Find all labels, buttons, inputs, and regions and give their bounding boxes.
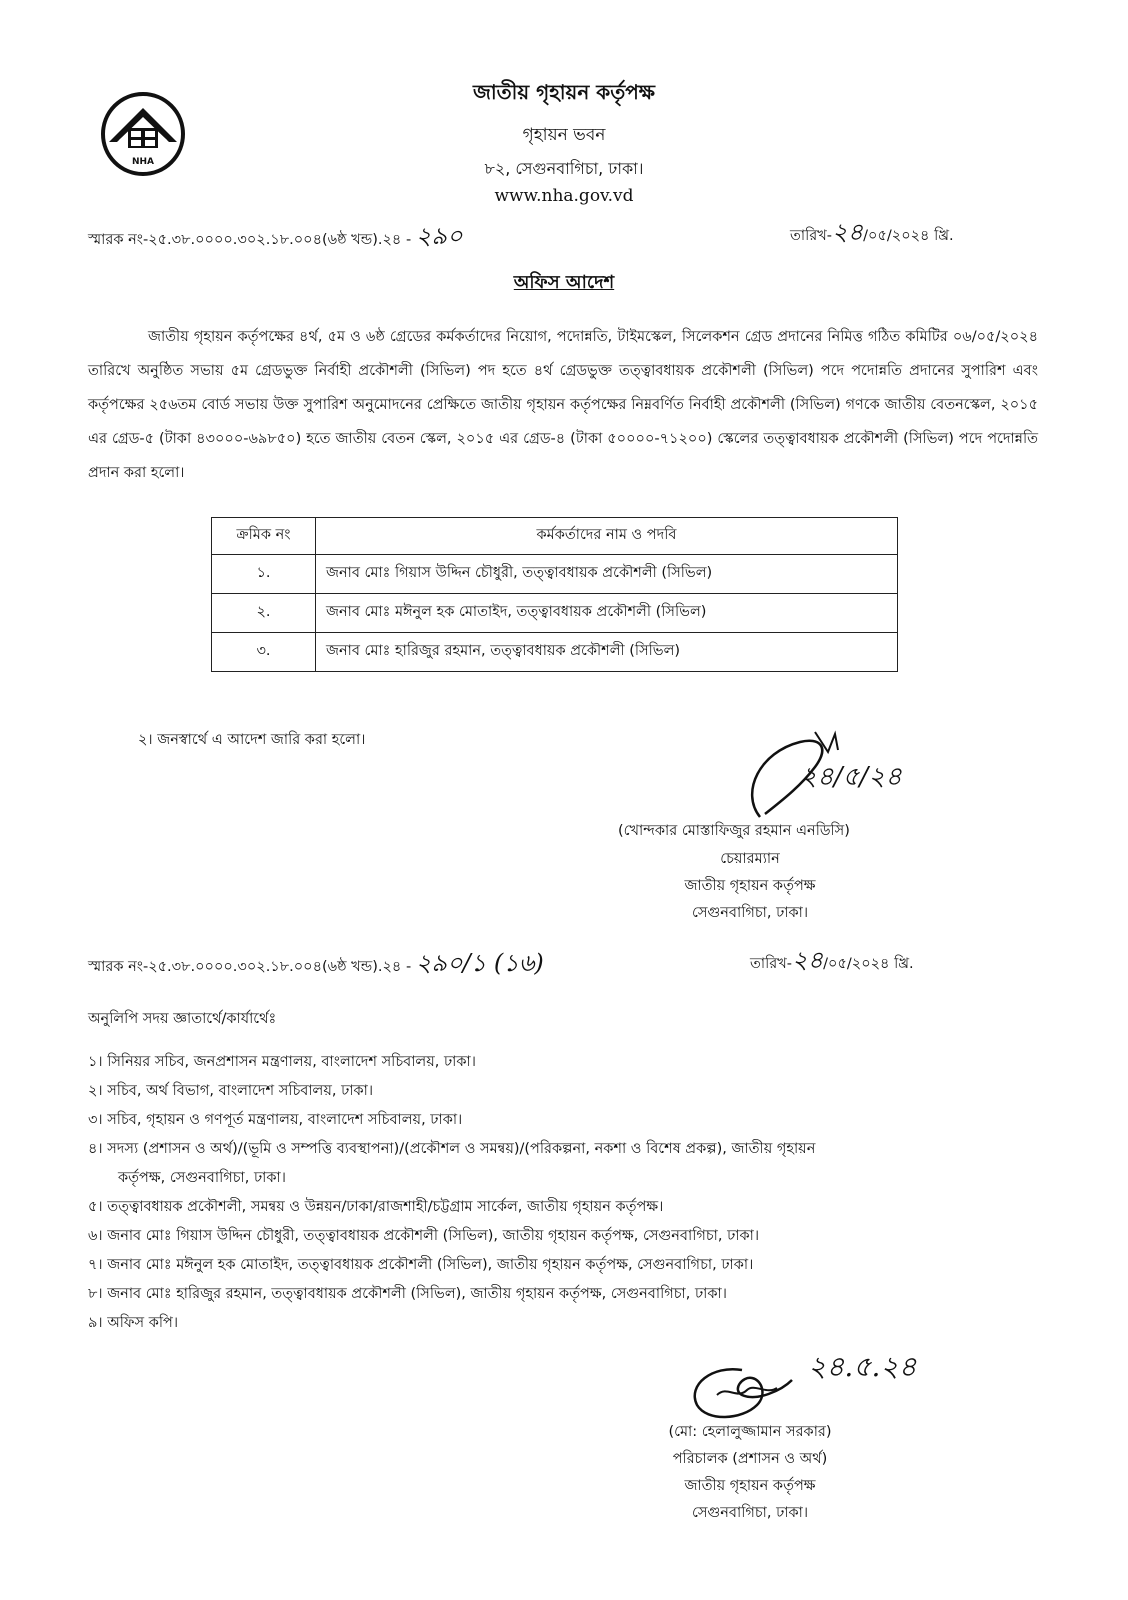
director-name: (মো: হেলালুজ্জামান সরকার) [668,1424,832,1440]
memo2-date-rest: /০৫/২০২৪ খ্রি. [823,956,914,972]
list-item: ১। সিনিয়র সচিব, জনপ্রশাসন মন্ত্রণালয়, বাংলাদেশ সচিবালয়, ঢাকা। [88,1054,476,1070]
list-item: ৪। সদস্য (প্রশাসন ও অর্থ)/(ভূমি ও সম্পত্তি ব্যবস্থাপনা)/(প্রকৌশল ও সমন্বয়)/(পরিকল্পনা, নকশা ও বিশেষ প্রকল্প), জাতীয় গৃহায়ন [88,1141,816,1157]
memo-date-rest: /০৫/২০২৪ খ্রি. [863,228,954,244]
page-title: অফিস আদেশ [513,272,615,293]
memo-date-label: তারিখ- [790,228,832,244]
table-row [212,594,898,633]
row-name: জনাব মোঃ মঈনুল হক মোতাইদ, তত্ত্বাবধায়ক প্রকৌশলী (সিভিল) [316,594,898,633]
chairman-designation: চেয়ারম্যান [720,851,780,867]
chairman-name: (খোন্দকার মোস্তাফিজুর রহমান এনডিসি) [618,823,850,839]
table-row [212,555,898,594]
row-name: জনাব মোঃ হারিজুর রহমান, তত্ত্বাবধায়ক প্রকৌশলী (সিভিল) [316,633,898,672]
list-item: ৭। জনাব মোঃ মঈনুল হক মোতাইদ, তত্ত্বাবধায়ক প্রকৌশলী (সিভিল), জাতীয় গৃহায়ন কর্তৃপক্ষ, সেগুনবাগিচা, ঢাকা। [88,1257,754,1273]
memo2-date-handwritten: ২৪ [791,946,824,974]
memo2-number-text: স্মারক নং-২৫.৩৮.০০০০.৩০২.১৮.০০৪(৬ষ্ঠ খন্ড).২৪ - [88,959,412,975]
chairman-signature-date: ২৪/৫/২৪ [800,762,902,792]
list-item: ৫। তত্ত্বাবধায়ক প্রকৌশলী, সমন্বয় ও উন্নয়ন/ঢাকা/রাজশাহী/চট্টগ্রাম সার্কেল, জাতীয় গৃহায়ন কর্তৃপক্ষ। [88,1199,664,1215]
svg-text:NHA: NHA [131,157,155,167]
row-serial: ২. [212,594,316,633]
chairman-location: সেগুনবাগিচা, ঢাকা। [691,905,809,921]
memo-date-handwritten: ২৪ [831,218,864,246]
list-item: ৩। সচিব, গৃহায়ন ও গণপূর্ত মন্ত্রণালয়, বাংলাদেশ সচিবালয়, ঢাকা। [88,1112,463,1128]
director-signature-date: ২৪.৫.২৪ [808,1350,917,1383]
row-name: জনাব মোঃ গিয়াস উদ্দিন চৌধুরী, তত্ত্বাবধায়ক প্রকৌশলী (সিভিল) [316,555,898,594]
order-paragraph: ২। জনস্বার্থে এ আদেশ জারি করা হলো। [138,732,366,748]
memo2-number [88,945,544,985]
memo-number-handwritten: ২৯০ [415,222,463,250]
officers-table [211,517,898,672]
row-serial: ৩. [212,633,316,672]
memo-number [88,218,463,258]
copy-label: অনুলিপি সদয় জ্ঞাতার্থে/কার্যার্থেঃ [88,1011,277,1027]
director-designation: পরিচালক (প্রশাসন ও অর্থ) [672,1451,828,1467]
director-office: জাতীয় গৃহায়ন কর্তৃপক্ষ [684,1478,816,1494]
table-row [212,633,898,672]
director-signature [672,1350,822,1430]
header-name: কর্মকর্তাদের নাম ও পদবি [316,518,898,555]
body-paragraph: জাতীয় গৃহায়ন কর্তৃপক্ষের ৪র্থ, ৫ম ও ৬ষ্ঠ গ্রেডের কর্মকর্তাদের নিয়োগ, পদোন্নতি, টাইমস্কেল, সিলেকশন গ্রেড প্রদানের নিমিত্ত গঠিত কমিটির ০৬/০৫/২০২৪ তারিখে অনুষ্ঠিত সভায় ৫ম গ্রেডভুক্ত নির্বাহী প্রকৌশলী (সিভিল) পদ হতে ৪র্থ গ্রেডভুক্ত তত্ত্বাবধায়ক প্রকৌশলী (সিভিল) পদে পদোন্নতি প্রদানের সুপারিশ এবং কর্তৃপক্ষের ২৫৬তম বোর্ড সভায় উক্ত সুপারিশ অনুমোদনের প্রেক্ষিতে জাতীয় গৃহায়ন কর্তৃপক্ষের নিম্নবর্ণিত নির্বাহী প্রকৌশলী (সিভিল) গণকে জাতীয় বেতনস্কেল, ২০১৫ এর গ্রেড-৫ (টাকা ৪৩০০০-৬৯৮৫০) হতে জাতীয় বেতন স্কেল, ২০১৫ এর গ্রেড-৪ (টাকা ৫০০০০-৭১২০০) স্কেলের তত্ত্বাবধায়ক প্রকৌশলী (সিভিল) পদে পদোন্নতি প্রদান করা হলো। [88,329,1038,481]
list-item: ৯। অফিস কপি। [88,1315,179,1331]
building-name: গৃহায়ন ভবন [522,125,606,145]
memo-number-text: স্মারক নং-২৫.৩৮.০০০০.৩০২.১৮.০০৪(৬ষ্ঠ খন্ড).২৪ - [88,232,412,248]
list-item: ৮। জনাব মোঃ হারিজুর রহমান, তত্ত্বাবধায়ক প্রকৌশলী (সিভিল), জাতীয় গৃহায়ন কর্তৃপক্ষ, সেগুনবাগিচা, ঢাকা। [88,1286,727,1302]
org-name: জাতীয় গৃহায়ন কর্তৃপক্ষ [472,80,656,104]
memo2-number-handwritten: ২৯০/১ (১৬) [415,949,544,977]
table-header-row [212,518,898,555]
list-item: ৬। জনাব মোঃ গিয়াস উদ্দিন চৌধুরী, তত্ত্বাবধায়ক প্রকৌশলী (সিভিল), জাতীয় গৃহায়ন কর্তৃপক্ষ, সেগুনবাগিচা, ঢাকা। [88,1228,760,1244]
director-location: সেগুনবাগিচা, ঢাকা। [691,1505,809,1521]
header-serial: ক্রমিক নং [212,518,316,555]
list-item: ২। সচিব, অর্থ বিভাগ, বাংলাদেশ সচিবালয়, ঢাকা। [88,1083,374,1099]
website: www.nha.gov.vd [494,186,634,206]
row-serial: ১. [212,555,316,594]
memo-date [790,214,954,254]
chairman-office: জাতীয় গৃহায়ন কর্তৃপক্ষ [684,878,816,894]
list-item-continuation: কর্তৃপক্ষ, সেগুনবাগিচা, ঢাকা। [118,1170,286,1186]
copy-list [88,1048,1048,1338]
memo2-date [750,942,914,982]
address: ৮২, সেগুনবাগিচা, ঢাকা। [484,159,644,178]
memo2-date-label: তারিখ- [750,956,792,972]
